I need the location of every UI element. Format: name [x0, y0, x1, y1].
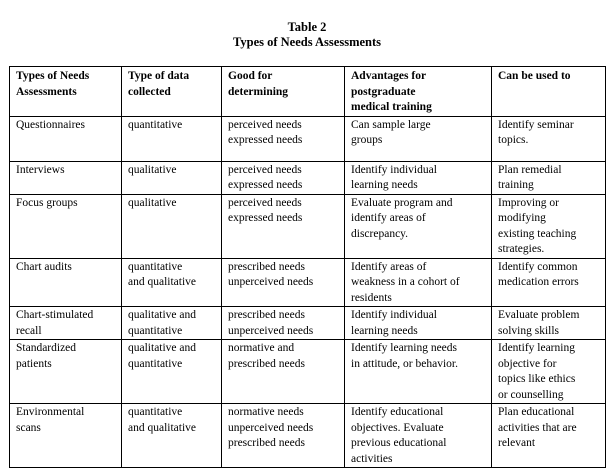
table-cell: Chart audits — [10, 258, 122, 307]
table-cell: Standardized patients — [10, 340, 122, 404]
needs-assessment-table — [9, 66, 606, 468]
table-cell: Evaluate problem solving skills — [492, 307, 606, 340]
table-cell: quantitative and qualitative — [122, 258, 222, 307]
table-row — [10, 194, 606, 258]
table-cell: quantitative — [122, 116, 222, 161]
table-row — [10, 404, 606, 468]
header-cell-good-for: Good for determining — [222, 67, 345, 117]
table-row — [10, 258, 606, 307]
table-title: Types of Needs Assessments — [232, 35, 382, 49]
table-cell: Questionnaires — [10, 116, 122, 161]
table-cell: Identify individual learning needs — [345, 161, 492, 194]
header-cell-data-type: Type of data collected — [122, 67, 222, 117]
table-caption — [0, 20, 614, 50]
table-cell: prescribed needs unperceived needs — [222, 307, 345, 340]
table-cell: qualitative and quantitative — [122, 307, 222, 340]
table-cell: Can sample large groups — [345, 116, 492, 161]
table-cell: Plan educational activities that are relevant — [492, 404, 606, 468]
table-cell: Focus groups — [10, 194, 122, 258]
table-cell: qualitative and quantitative — [122, 340, 222, 404]
header-cell-uses: Can be used to — [492, 67, 606, 117]
table-cell: prescribed needs unperceived needs — [222, 258, 345, 307]
table-cell: quantitative and qualitative — [122, 404, 222, 468]
table-cell: Improving or modifying existing teaching strategies. — [492, 194, 606, 258]
table-cell: perceived needs expressed needs — [222, 161, 345, 194]
table-cell: perceived needs expressed needs — [222, 194, 345, 258]
table-cell: normative needs unperceived needs prescribed needs — [222, 404, 345, 468]
table-cell: Environmental scans — [10, 404, 122, 468]
header-cell-advantages: Advantages for postgraduate medical training — [345, 67, 492, 117]
table-number: Table 2 — [287, 20, 327, 34]
table-cell: perceived needs expressed needs — [222, 116, 345, 161]
table-cell: Identify learning objective for topics like ethics or counselling — [492, 340, 606, 404]
table-cell: Identify learning needs in attitude, or behavior. — [345, 340, 492, 404]
table-cell: Identify seminar topics. — [492, 116, 606, 161]
table-cell: Identify common medication errors — [492, 258, 606, 307]
header-cell-assessment-type: Types of Needs Assessments — [10, 67, 122, 117]
table-cell: qualitative — [122, 161, 222, 194]
table-header-row — [10, 67, 606, 117]
table-row — [10, 116, 606, 161]
table-cell: qualitative — [122, 194, 222, 258]
table-cell: Plan remedial training — [492, 161, 606, 194]
table-cell: Identify educational objectives. Evaluate previous educational activities — [345, 404, 492, 468]
table-cell: Identify individual learning needs — [345, 307, 492, 340]
table-cell: Identify areas of weakness in a cohort of residents — [345, 258, 492, 307]
table-cell: Chart-stimulated recall — [10, 307, 122, 340]
table-cell: Interviews — [10, 161, 122, 194]
table-row — [10, 307, 606, 340]
table-row — [10, 340, 606, 404]
table-row — [10, 161, 606, 194]
table-cell: Evaluate program and identify areas of discrepancy. — [345, 194, 492, 258]
table-cell: normative and prescribed needs — [222, 340, 345, 404]
